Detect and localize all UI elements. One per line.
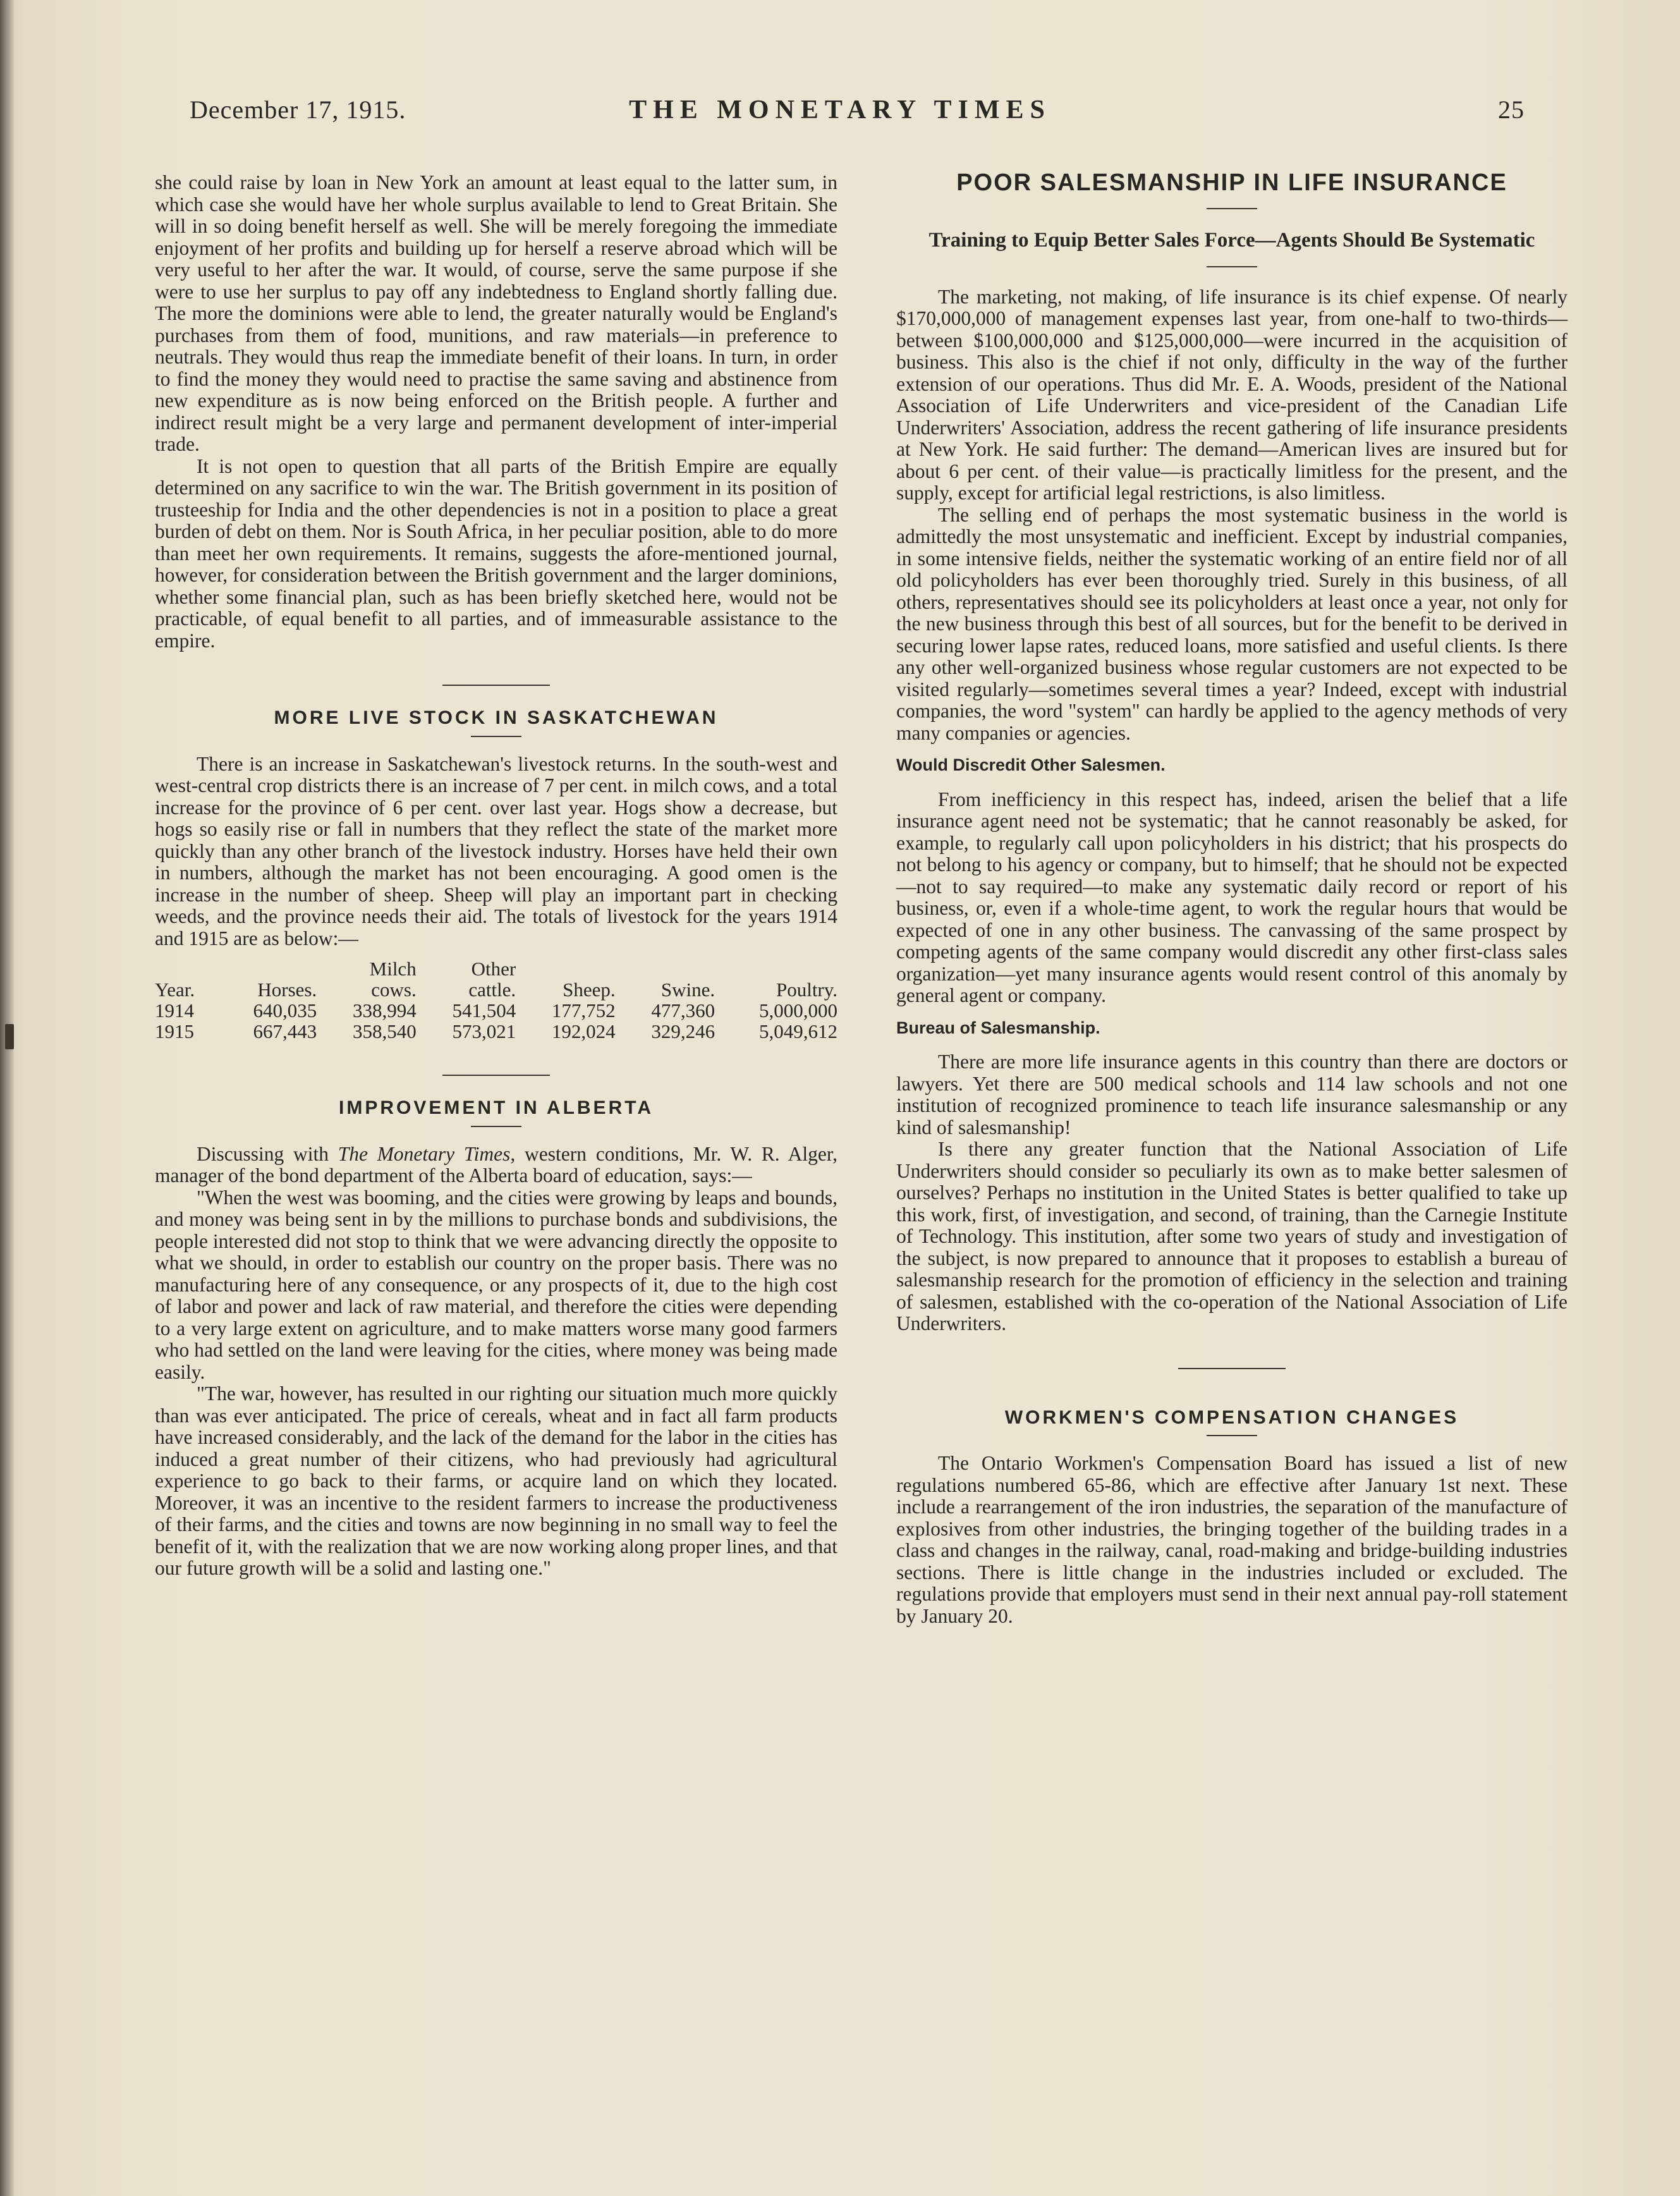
alberta-intro-text: Discussing with bbox=[197, 1142, 338, 1165]
table-cell: 329,246 bbox=[651, 1020, 715, 1042]
heading-rule bbox=[1207, 208, 1257, 209]
table-cell: 358,540 bbox=[352, 1020, 417, 1042]
table-cell: 477,360 bbox=[651, 999, 715, 1022]
table-row bbox=[155, 1000, 837, 1021]
heading-rule bbox=[1207, 266, 1257, 267]
table-header-cell bbox=[616, 958, 715, 979]
table-header-cell: Swine. bbox=[660, 979, 715, 1001]
alberta-intro-paragraph bbox=[155, 1144, 837, 1187]
table-cell: 1915 bbox=[155, 1020, 194, 1042]
livestock-heading: MORE LIVE STOCK IN SASKATCHEWAN bbox=[274, 707, 719, 728]
section-divider bbox=[442, 1075, 550, 1076]
heading-rule bbox=[471, 736, 521, 737]
subsection-heading-discredit: Would Discredit Other Salesmen. bbox=[896, 755, 1166, 774]
subsection-heading-bureau: Bureau of Salesmanship. bbox=[896, 1018, 1100, 1037]
section-divider bbox=[1178, 1368, 1286, 1369]
table-header-cell: Poultry. bbox=[776, 979, 837, 1001]
article-continuation-paragraph: she could raise by loan in New York an amount at least equal to the latter sum, in which case she would have her whole surplus available to lend to Great Britain. She will in so doing benefit herself as well. She will be merely foregoing the immediate enjoyment of her profits and building up for herself a reserve abroad which will be very useful to her after the war. It would, of course, serve the same purpose if she were to use her surplus to pay off any indebtedness to England shortly falling due. The more the dominions were able to lend, the greater naturally would be England's purchases from them of food, munitions, and raw materials—in preference to neutrals. They would thus reap the immediate benefit of their loans. In turn, in order to find the money they would need to practise the same saving and abstinence from new expenditure as is now being enforced on the British people. A further and indirect result might be a very large and permanent development of inter-imperial trade. bbox=[155, 171, 837, 455]
table-cell: 667,443 bbox=[253, 1020, 317, 1042]
table-header-cell bbox=[155, 958, 217, 979]
salesmanship-paragraph: The marketing, not making, of life insurance is its chief expense. Of nearly $170,000,000 of management expenses last year, from one-half to two-thirds—between $100,000,000 and $125,000,000—were incurred in the acquisition of business. This also is the chief if not only, difficulty in the way of the further extension of our operations. Thus did Mr. E. A. Woods, president of the National Association of Life Underwriters and vice-president of the Canadian Life Underwriters' Association, address the recent gathering of life insurance presidents at New York. He said further: The demand—American lives are insured but for about 6 per cent. of their value—is practically limitless for the present, and the supply, except for artificial legal restrictions, is also limitless. bbox=[896, 285, 1567, 504]
table-header-cell: Milch bbox=[369, 958, 417, 980]
binding-edge bbox=[0, 0, 14, 2196]
alberta-quote-paragraph: "The war, however, has resulted in our righting our situation much more quickly than was ever anticipated. The price of cereals, wheat and in fact all farm products have increased considerably, and the lack of the demand for the labor in the cities has induced a great number of their citizens, who had previously had agricultural experience to go back to their farms, or acquire land on which they located. Moreover, it was an incentive to the resident farmers to increase the productiveness of their farms, and the cities and towns are now beginning in no small way to feel the benefit of it, with the realization that we are now working along proper lines, and that our future growth will be a solid and lasting one." bbox=[155, 1382, 837, 1579]
table-cell: 573,021 bbox=[452, 1020, 516, 1042]
table-cell: 192,024 bbox=[551, 1020, 616, 1042]
table-header-cell: cows. bbox=[371, 979, 417, 1001]
table-header-row bbox=[155, 979, 837, 1000]
alberta-heading: IMPROVEMENT IN ALBERTA bbox=[339, 1097, 654, 1118]
heading-rule bbox=[471, 1126, 521, 1127]
table-cell: 541,504 bbox=[452, 999, 516, 1022]
table-header-cell: Sheep. bbox=[563, 979, 616, 1001]
salesmanship-subheading: Training to Equip Better Sales Force—Agents Should Be Systematic bbox=[928, 228, 1535, 252]
table-cell: 1914 bbox=[155, 999, 194, 1022]
workmen-paragraph: The Ontario Workmen's Compensation Board has issued a list of new regulations numbered 65-86, which are effective after January 1st next. These include a rearrangement of the iron industries, the separation of the manufacture of explosives from other industries, the bringing together of the building trades in a class and changes in the railway, canal, road-making and bridge-building industries sections. There is little change in the industries included or excluded. The regulations provide that employers must send in their next annual pay-roll statement by January 20. bbox=[896, 1452, 1567, 1627]
workmen-heading: WORKMEN'S COMPENSATION CHANGES bbox=[1004, 1406, 1459, 1428]
table-header-cell bbox=[516, 958, 615, 979]
heading-rule bbox=[1207, 1435, 1257, 1436]
left-column bbox=[155, 172, 837, 1580]
article-continuation-paragraph: It is not open to question that all parts of the British Empire are equally determined on any sacrifice to win the war. The British government in its position of trusteeship for India and the other dependencies is not in a position to place a great burden of debt on them. Nor is South Africa, in her peculiar position, able to do more than meet her own requirements. It remains, suggests the afore-mentioned journal, however, for consideration between the British government and the larger dominions, whether some financial plan, such as has been briefly sketched here, would not be practicable, of equal benefit to all parties, and of immeasurable assistance to the empire. bbox=[155, 454, 837, 652]
table-header-cell bbox=[715, 958, 837, 979]
alberta-intro-text: western conditions, Mr. W. R. Alger, manager of the bond department of the Alberta board of education, says:— bbox=[155, 1142, 838, 1186]
salesmanship-heading: POOR SALESMANSHIP IN LIFE INSURANCE bbox=[956, 169, 1507, 196]
publication-name: The Monetary Times, bbox=[338, 1142, 516, 1165]
header-date: December 17, 1915. bbox=[190, 95, 406, 124]
table-cell: 640,035 bbox=[253, 999, 317, 1022]
table-header-row bbox=[155, 958, 837, 979]
alberta-quote-paragraph: "When the west was booming, and the cities were growing by leaps and bounds, and money was being sent in by the millions to purchase bonds and subdivisions, the people interested did not stop to think that we were advancing directly the opposite to what we should, in order to establish our country on the proper basis. There was no manufacturing here of any consequence, or any prospects of it, due to the high cost of labor and power and lack of raw material, and therefore the cities were depending to a very large extent on agriculture, and to make matters worse many good farmers who had settled on the land were leaving for the cities, where money was being made easily. bbox=[155, 1186, 837, 1383]
right-column bbox=[896, 169, 1567, 1627]
table-header-cell: Horses. bbox=[257, 979, 317, 1001]
salesmanship-paragraph: The selling end of perhaps the most systematic business in the world is admittedly the most unsystematic and inefficient. Except by industrial companies, in some intensive fields, neither the systematic working of an entire field nor of all old policyholders has ever been thoroughly tried. Surely in this business, of all others, representatives should see its policyholders at least once a year, not only for the new business through this best of all sources, but for the benefit to be derived in securing lower lapse rates, reduced loans, more satisfied and useful clients. Is there any other well-organized business whose regular customers are not expected to be visited regularly—sometimes several times a year? Indeed, except with industrial companies, the word "system" can hardly be applied to the agency methods of very many companies or agencies. bbox=[896, 503, 1567, 744]
table-header-cell: Year. bbox=[155, 979, 195, 1001]
table-cell: 177,752 bbox=[551, 999, 616, 1022]
salesmanship-paragraph: From inefficiency in this respect has, indeed, arisen the belief that a life insurance agent need not be systematic; that he cannot reasonably be asked, for example, to regularly call upon policyholders in his district; that his prospects do not belong to his agency or company, but to himself; that he should not be expected—not to say required—to make any systematic daily record or report of his business, or, even if a whole-time agent, to work the regular hours that would be expected of one in any other business. The canvassing of the same prospect by competing agents of the same company would discredit any other first-class sales organization—yet many insurance agents would resent control of this anomaly by general agent or company. bbox=[896, 788, 1567, 1006]
table-header-cell: cattle. bbox=[468, 979, 516, 1001]
table-cell: 5,000,000 bbox=[759, 999, 837, 1022]
section-divider bbox=[442, 685, 550, 686]
salesmanship-paragraph: Is there any greater function that the National Association of Life Underwriters should consider so peculiarly its own as to make better salesmen of ourselves? Perhaps no institution in the United States is better qualified to take up this work, first, of investigation, and second, of training, than the Carnegie Institute of Technology. This institution, after some two years of study and investigation of the subject, is now prepared to announce that it proposes to establish a bureau of salesmanship research for the promotion of efficiency in the selection and training of salesmen, established with the co-operation of the National Association of Life Underwriters. bbox=[896, 1138, 1567, 1334]
livestock-table bbox=[155, 958, 837, 1042]
page-number: 25 bbox=[1498, 95, 1525, 124]
salesmanship-paragraph: There are more life insurance agents in this country than there are doctors or lawyers. Yet there are 500 medical schools and 114 law schools and not one institution of recognized prominence to teach life insurance salesmanship or any kind of salesmanship! bbox=[896, 1051, 1567, 1138]
livestock-paragraph: There is an increase in Saskatchewan's livestock returns. In the south-west and west-central crop districts there is an increase of 7 per cent. in milch cows, and a total increase for the province of 6 per cent. over last year. Hogs show a decrease, but hogs so easily rise or fall in numbers that they reflect the state of the market more quickly than any other branch of the livestock industry. Horses have held their own in numbers, although the market has not been encouraging. A good omen is the increase in the number of sheep. Sheep will play an important part in checking weeds, and the province needs their aid. The totals of livestock for the years 1914 and 1915 are as below:— bbox=[155, 752, 837, 949]
margin-mark bbox=[5, 1024, 14, 1049]
table-row bbox=[155, 1021, 837, 1042]
table-header-cell: Other bbox=[471, 958, 516, 980]
table-cell: 5,049,612 bbox=[759, 1020, 837, 1042]
publication-title: THE MONETARY TIMES bbox=[629, 95, 1051, 125]
table-header-cell bbox=[217, 958, 317, 979]
table-cell: 338,994 bbox=[352, 999, 417, 1022]
